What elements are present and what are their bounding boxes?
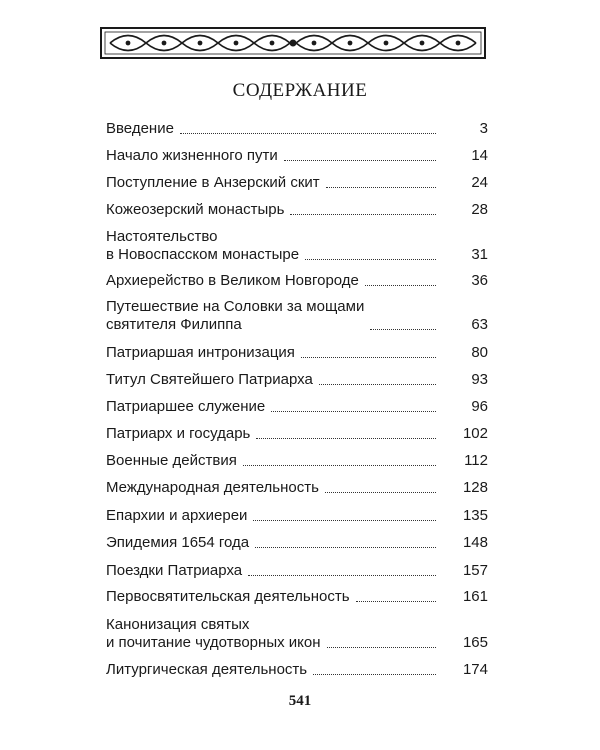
toc-entry-title: Первосвятительская деятельность [106,588,350,605]
toc-entry-page: 165 [462,634,488,651]
leader-dots [356,601,436,602]
leader-dots [313,674,436,675]
toc-entry-title: Военные действия [106,452,237,469]
toc-entry-page: 112 [464,452,488,469]
toc-entry[interactable] [106,120,488,138]
toc-entry[interactable] [106,344,488,362]
leader-dots [325,492,436,493]
toc-entry[interactable] [106,534,488,552]
toc-entry-title: Путешествие на Соловки за мощами святителя Филиппа [106,298,365,333]
toc-entry-title: Поступление в Анзерский скит [106,174,320,191]
toc-entry-title: Литургическая деятельность [106,661,308,678]
leader-dots [256,438,436,439]
toc-entry[interactable] [106,452,488,470]
toc-entry[interactable] [106,371,488,389]
toc-entry-page: 157 [462,562,488,579]
toc-entry-page: 63 [471,316,488,333]
toc-entry[interactable] [106,507,488,525]
toc-entry-page: 135 [462,507,488,524]
toc-entry-title: Кожеозерский монастырь [106,201,285,218]
leader-dots [255,547,436,548]
leader-dots [327,647,437,648]
toc-entry-title: Введение [106,120,174,137]
toc-entry[interactable] [106,661,488,679]
toc-entry-page: 14 [471,147,488,164]
leader-dots [248,575,436,576]
leader-dots [305,259,436,260]
toc-entry-page: 161 [462,588,488,605]
toc-entry-title: Титул Святейшего Патриарха [106,371,313,388]
toc-entry[interactable] [106,588,488,606]
toc-entry[interactable] [106,228,488,264]
toc-entry[interactable] [106,201,488,219]
toc-entry-title: Патриаршее служение [106,398,266,415]
toc-entry[interactable] [106,398,488,416]
toc-entry-page: 3 [479,120,488,137]
leader-dots [284,160,436,161]
toc-entry[interactable] [106,147,488,165]
toc-entry-title: Эпидемия 1654 года [106,534,250,551]
toc-entry-title: Начало жизненного пути [106,147,278,164]
toc-entry-page: 24 [471,174,488,191]
leader-dots [180,133,436,134]
toc-entry-page: 148 [462,534,488,551]
toc-entry-title: Настоятельство в Новоспасском монастыре [106,228,300,263]
leader-dots [243,465,436,466]
leader-dots [319,384,436,385]
toc-entry-title: Епархии и архиереи [106,507,248,524]
toc-entry-title: Поездки Патриарха [106,562,243,579]
toc-entry-page: 174 [462,661,488,678]
toc-entry-page: 96 [471,398,488,415]
toc-entry-title: Канонизация святых и почитание чудотворных икон [106,616,321,651]
leader-dots [326,187,436,188]
toc-entry[interactable] [106,562,488,580]
leader-dots [290,214,436,215]
leader-dots [365,285,436,286]
toc-entry-page: 36 [471,272,488,289]
toc-entry-page: 128 [462,479,488,496]
toc-entry[interactable] [106,174,488,192]
toc-entry-page: 28 [471,201,488,218]
toc-entry[interactable] [106,425,488,443]
toc-entry-title: Патриарх и государь [106,425,251,442]
page-title: СОДЕРЖАНИЕ [232,80,368,101]
toc-entry[interactable] [106,272,488,290]
toc-entry[interactable] [106,616,488,652]
toc-entry-title: Архиерейство в Великом Новгороде [106,272,359,289]
toc-entry-page: 31 [471,246,488,263]
ornament-border-icon [100,27,486,59]
leader-dots [301,357,436,358]
toc-entry-page: 93 [471,371,488,388]
page-number: 541 [288,693,312,709]
leader-dots [370,329,436,330]
toc-entry-page: 80 [471,344,488,361]
toc-entry-title: Патриаршая интронизация [106,344,295,361]
toc-entry[interactable] [106,479,488,497]
toc-entry[interactable] [106,298,488,334]
toc-entry-page: 102 [462,425,488,442]
toc-entry-title: Международная деятельность [106,479,319,496]
leader-dots [271,411,436,412]
leader-dots [253,520,436,521]
